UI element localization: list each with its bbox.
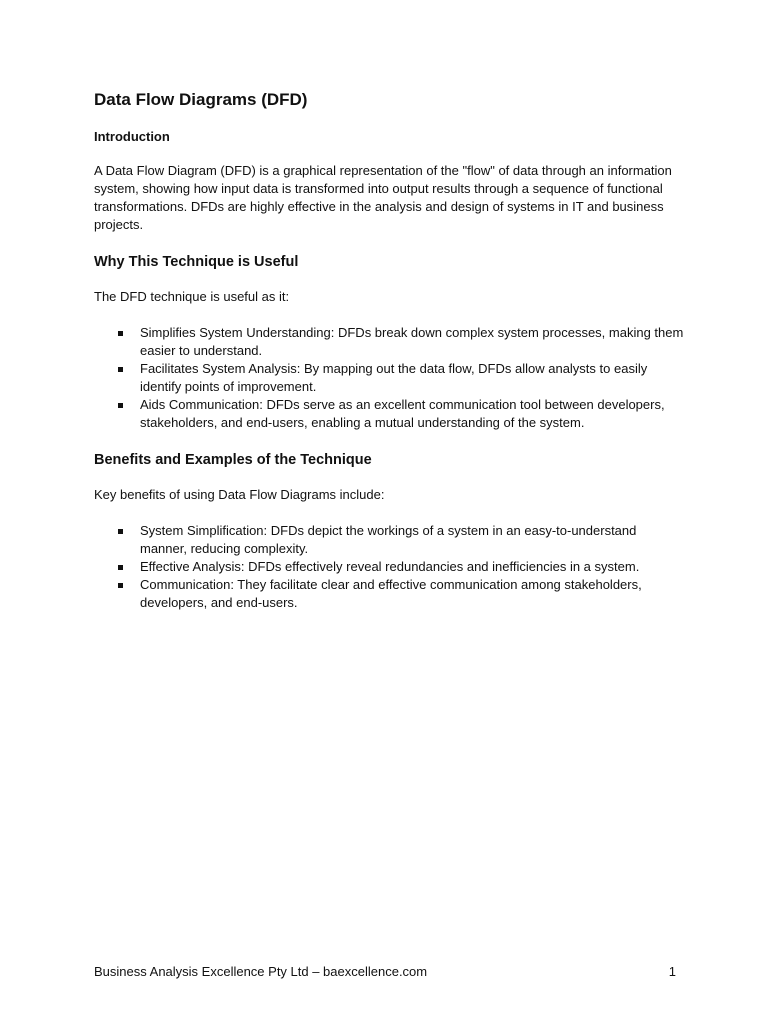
benefits-section-lead: Key benefits of using Data Flow Diagrams include: xyxy=(94,487,385,502)
list-item-text: System Simplification: DFDs depict the workings of a system in an easy-to-understand manner, reducing complexity. xyxy=(140,523,637,556)
document-body xyxy=(94,88,684,630)
list-item-text: Simplifies System Understanding: DFDs break down complex system processes, making them easier to understand. xyxy=(140,325,684,358)
list-item xyxy=(140,360,684,396)
list-item xyxy=(140,396,684,432)
why-section-heading: Why This Technique is Useful xyxy=(94,254,299,270)
introduction-paragraph: A Data Flow Diagram (DFD) is a graphical representation of the "flow" of data through an information system, showing how input data is transformed into output results through a sequence of functional transformations. DFDs are highly effective in the analysis and design of systems in IT and business projects. xyxy=(94,163,672,232)
benefits-bullet-list xyxy=(94,522,684,612)
benefits-section-heading: Benefits and Examples of the Technique xyxy=(94,452,372,468)
list-item-text: Aids Communication: DFDs serve as an excellent communication tool between developers, stakeholders, and end-users, enabling a mutual understanding of the system. xyxy=(140,397,665,430)
square-bullet-icon xyxy=(118,583,123,588)
square-bullet-icon xyxy=(118,529,123,534)
introduction-label: Introduction xyxy=(94,129,170,144)
document-title: Data Flow Diagrams (DFD) xyxy=(94,90,308,109)
list-item-text: Effective Analysis: DFDs effectively reveal redundancies and inefficiencies in a system. xyxy=(140,559,640,574)
list-item xyxy=(140,324,684,360)
list-item xyxy=(140,558,684,576)
list-item xyxy=(140,576,684,612)
why-bullet-list xyxy=(94,324,684,432)
why-section-lead: The DFD technique is useful as it: xyxy=(94,289,290,304)
square-bullet-icon xyxy=(118,403,123,408)
page-footer xyxy=(94,963,676,981)
square-bullet-icon xyxy=(118,367,123,372)
list-item-text: Facilitates System Analysis: By mapping out the data flow, DFDs allow analysts to easily identify points of improvement. xyxy=(140,361,648,394)
footer-company: Business Analysis Excellence Pty Ltd – baexcellence.com xyxy=(94,964,428,979)
square-bullet-icon xyxy=(118,565,123,570)
list-item xyxy=(140,522,684,558)
list-item-text: Communication: They facilitate clear and effective communication among stakeholders, developers, and end-users. xyxy=(140,577,642,610)
footer-page-number: 1 xyxy=(668,964,676,979)
square-bullet-icon xyxy=(118,331,123,336)
